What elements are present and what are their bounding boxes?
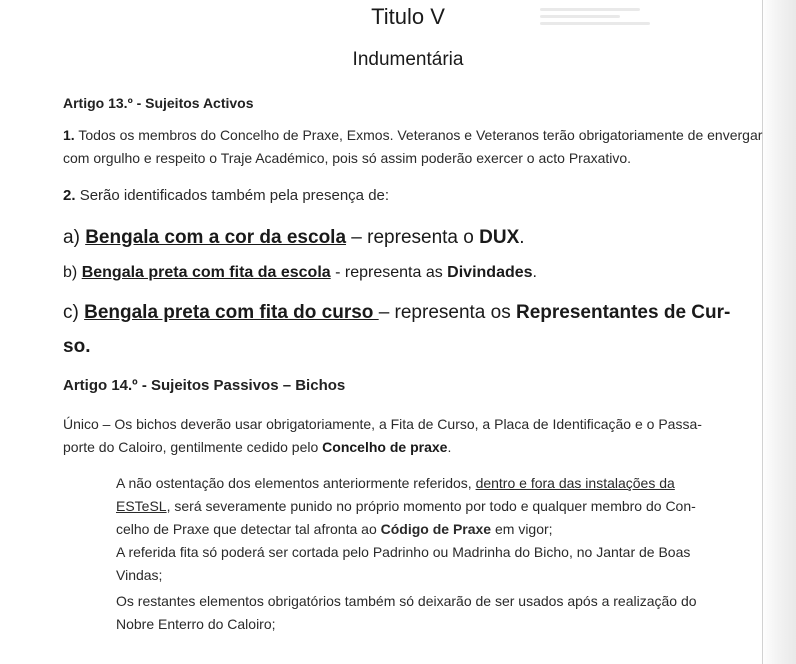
- article-13-paragraph-1: [63, 124, 763, 170]
- underlined-text: ESTeSL: [116, 498, 167, 514]
- article-13-paragraph-2: [63, 184, 763, 207]
- bold-text: Concelho de praxe: [322, 439, 448, 455]
- text: porte do Caloiro, gentilmente cedido pelo: [63, 439, 323, 455]
- item-prefix: a): [63, 227, 80, 248]
- item-prefix: c): [63, 302, 79, 323]
- text: , será severamente punido no próprio momento por todo e qualquer membro do Con-: [166, 498, 696, 514]
- text: A não ostentação dos elementos anteriormente referidos,: [116, 475, 476, 491]
- underlined-text: dentro e fora das instalações da: [475, 475, 675, 491]
- ind1-line1: [116, 472, 738, 495]
- item-underlined: Bengala com a cor da escola: [85, 227, 347, 248]
- list-item-b: [63, 264, 537, 282]
- page-edge-shadow: [762, 0, 796, 664]
- indented-paragraph-1: [116, 472, 738, 541]
- paragraph-text: Serão identificados também pela presença de:: [79, 187, 390, 204]
- list-item-c-cont: [63, 336, 90, 358]
- article-14-heading: Artigo 14.º - Sujeitos Passivos – Bichos: [63, 377, 346, 394]
- text: celho de Praxe que detectar tal afronta ao: [116, 521, 381, 537]
- paragraph-number: 1.: [63, 127, 75, 143]
- article-13-heading: Artigo 13.º - Sujeitos Activos: [63, 95, 254, 111]
- item-suffix: .: [85, 336, 91, 357]
- ind3-line1: Os restantes elementos obrigatórios também só deixarão de ser usados após a realização do: [116, 593, 697, 609]
- ind2-line1: A referida fita só poderá ser cortada pelo Padrinho ou Madrinha do Bicho, no Jantar de Boas: [116, 544, 691, 560]
- unico-line1: Único – Os bichos deverão usar obrigatoriamente, a Fita de Curso, a Placa de Identificação e o Passa-: [63, 416, 702, 432]
- item-suffix: .: [532, 264, 537, 281]
- item-bold: DUX: [479, 227, 520, 248]
- unico-line2: [63, 436, 763, 459]
- article-14-unico: [63, 413, 763, 459]
- list-item-a: [63, 227, 525, 249]
- item-bold: Divindades: [447, 264, 533, 281]
- item-middle: - representa as: [330, 264, 448, 281]
- document-title: Titulo V: [371, 4, 445, 29]
- list-item-c: [63, 302, 730, 324]
- text: em vigor;: [491, 521, 553, 537]
- indented-paragraph-2: [116, 541, 738, 587]
- ind2-line2: Vindas;: [116, 567, 163, 583]
- item-middle: – representa o: [346, 227, 480, 248]
- ind1-line2: [116, 495, 738, 518]
- ind3-line2: Nobre Enterro do Caloiro;: [116, 616, 276, 632]
- paragraph-number: 2.: [63, 187, 76, 204]
- item-underlined: Bengala preta com fita do curso: [84, 302, 379, 323]
- bold-text: Código de Praxe: [380, 521, 492, 537]
- ind1-line3: [116, 518, 738, 541]
- paragraph-text: Todos os membros do Concelho de Praxe, Exmos. Veteranos e Veteranos terão obrigatoriamente de envergar com orgulho e respeito o Traje Académico, pois só assim poderão exercer o acto Praxativo.: [63, 127, 763, 166]
- item-bold-line2: so: [63, 336, 86, 357]
- item-suffix: .: [519, 227, 525, 248]
- document-subtitle: Indumentária: [352, 49, 464, 70]
- item-prefix: b): [63, 264, 78, 281]
- item-middle: – representa os: [378, 302, 516, 323]
- item-bold-line1: Representantes de Cur-: [516, 302, 731, 323]
- indented-paragraph-3: [116, 590, 738, 636]
- page-edge-line: [762, 0, 763, 664]
- item-underlined: Bengala preta com fita da escola: [81, 264, 331, 281]
- text: .: [447, 439, 452, 455]
